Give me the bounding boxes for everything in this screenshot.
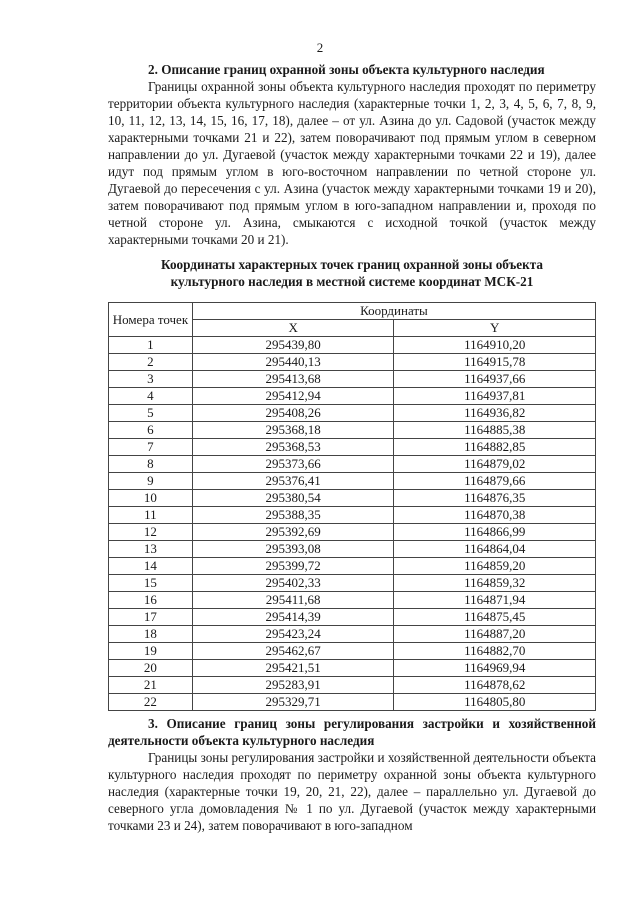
table-row xyxy=(109,507,596,524)
table-caption-line-2: культурного наследия в местной системе координат МСК-21 xyxy=(170,274,534,289)
point-number: 17 xyxy=(109,609,193,626)
coord-y: 1164859,32 xyxy=(394,575,596,592)
coord-x: 295440,13 xyxy=(192,354,394,371)
coord-x: 295439,80 xyxy=(192,337,394,354)
section-3-heading: 3. Описание границ зоны регулирования застройки и хозяйственной деятельности объекта культурного наследия xyxy=(108,716,596,748)
point-number: 3 xyxy=(109,371,193,388)
point-number: 9 xyxy=(109,473,193,490)
coordinates-table xyxy=(108,302,596,711)
table-row xyxy=(109,677,596,694)
table-row xyxy=(109,337,596,354)
coord-x: 295408,26 xyxy=(192,405,394,422)
coord-y: 1164885,38 xyxy=(394,422,596,439)
table-row xyxy=(109,558,596,575)
point-number: 4 xyxy=(109,388,193,405)
coord-x: 295329,71 xyxy=(192,694,394,711)
section-3 xyxy=(108,715,596,834)
coord-y: 1164915,78 xyxy=(394,354,596,371)
header-x: X xyxy=(192,320,394,337)
table-row xyxy=(109,541,596,558)
coord-y: 1164937,81 xyxy=(394,388,596,405)
coord-y: 1164866,99 xyxy=(394,524,596,541)
coord-x: 295462,67 xyxy=(192,643,394,660)
section-2-heading: 2. Описание границ охранной зоны объекта культурного наследия xyxy=(148,62,545,77)
coord-y: 1164870,38 xyxy=(394,507,596,524)
point-number: 16 xyxy=(109,592,193,609)
coord-y: 1164879,02 xyxy=(394,456,596,473)
point-number: 20 xyxy=(109,660,193,677)
point-number: 2 xyxy=(109,354,193,371)
table-row xyxy=(109,388,596,405)
point-number: 6 xyxy=(109,422,193,439)
coord-y: 1164936,82 xyxy=(394,405,596,422)
coord-y: 1164864,04 xyxy=(394,541,596,558)
table-row xyxy=(109,592,596,609)
section-2-text: Границы охранной зоны объекта культурного наследия проходят по периметру территории объекта культурного наследия (характерные точки 1, 2, 3, 4, 5, 6, 7, 8, 9, 10, 11, 12, 13, 14, 15, 16, 17, 18), далее – от ул. Азина до ул. Садовой (участок между характерными точками 21 и 22), затем поворачивают под прямым углом в северном направлении до ул. Дугаевой (участок между характерными точками 22 и 19), далее идут под прямым углом в юго-восточном направлении по четной стороне ул. Дугаевой до пересечения с ул. Азина (участок между характерными точками 19 и 20), затем поворачивают под прямым углом в юго-западном направлении и, проходя по четной стороне ул. Азина, смыкаются с исходной точкой (участок между характерными точками 20 и 21). xyxy=(108,79,596,247)
table-row xyxy=(109,643,596,660)
point-number: 12 xyxy=(109,524,193,541)
table-row xyxy=(109,422,596,439)
coord-x: 295376,41 xyxy=(192,473,394,490)
coord-x: 295423,24 xyxy=(192,626,394,643)
point-number: 22 xyxy=(109,694,193,711)
point-number: 19 xyxy=(109,643,193,660)
coord-y: 1164887,20 xyxy=(394,626,596,643)
section-3-text: Границы зоны регулирования застройки и хозяйственной деятельности объекта культурного наследия проходят по периметру охранной зоны объекта культурного наследия (характерные точки 19, 20, 21, 22), далее – параллельно ул. Дугаевой до северного угла домовладения № 1 по ул. Дугаевой (участок между характерными точками 23 и 24), затем поворачивают в юго-западном xyxy=(108,750,596,833)
table-caption xyxy=(108,256,596,290)
page-number: 2 xyxy=(316,40,324,55)
coord-x: 295402,33 xyxy=(192,575,394,592)
coord-x: 295373,66 xyxy=(192,456,394,473)
coord-y: 1164879,66 xyxy=(394,473,596,490)
coord-x: 295393,08 xyxy=(192,541,394,558)
table-row xyxy=(109,660,596,677)
header-y: Y xyxy=(394,320,596,337)
coord-x: 295368,53 xyxy=(192,439,394,456)
table-row xyxy=(109,490,596,507)
coord-y: 1164871,94 xyxy=(394,592,596,609)
coord-x: 295412,94 xyxy=(192,388,394,405)
table-row xyxy=(109,524,596,541)
table-row xyxy=(109,609,596,626)
coord-y: 1164882,70 xyxy=(394,643,596,660)
table-row xyxy=(109,439,596,456)
point-number: 15 xyxy=(109,575,193,592)
coord-y: 1164910,20 xyxy=(394,337,596,354)
table-header-row xyxy=(109,303,596,320)
table-row xyxy=(109,371,596,388)
header-points: Номера точек xyxy=(109,303,193,337)
coord-y: 1164882,85 xyxy=(394,439,596,456)
coord-x: 295388,35 xyxy=(192,507,394,524)
point-number: 14 xyxy=(109,558,193,575)
coord-y: 1164805,80 xyxy=(394,694,596,711)
table-body xyxy=(109,337,596,711)
table-caption-line-1: Координаты характерных точек границ охранной зоны объекта xyxy=(161,257,543,272)
coord-x: 295411,68 xyxy=(192,592,394,609)
coord-x: 295414,39 xyxy=(192,609,394,626)
coord-x: 295380,54 xyxy=(192,490,394,507)
coord-y: 1164875,45 xyxy=(394,609,596,626)
table-row xyxy=(109,405,596,422)
point-number: 7 xyxy=(109,439,193,456)
coord-x: 295399,72 xyxy=(192,558,394,575)
point-number: 5 xyxy=(109,405,193,422)
point-number: 21 xyxy=(109,677,193,694)
table-row xyxy=(109,456,596,473)
point-number: 1 xyxy=(109,337,193,354)
table-row xyxy=(109,575,596,592)
coord-y: 1164859,20 xyxy=(394,558,596,575)
point-number: 8 xyxy=(109,456,193,473)
coord-x: 295283,91 xyxy=(192,677,394,694)
table-row xyxy=(109,626,596,643)
point-number: 10 xyxy=(109,490,193,507)
coord-y: 1164937,66 xyxy=(394,371,596,388)
point-number: 13 xyxy=(109,541,193,558)
coord-y: 1164876,35 xyxy=(394,490,596,507)
header-coordinates: Координаты xyxy=(192,303,595,320)
coord-x: 295421,51 xyxy=(192,660,394,677)
coord-y: 1164878,62 xyxy=(394,677,596,694)
section-2 xyxy=(108,61,596,248)
point-number: 18 xyxy=(109,626,193,643)
coord-x: 295392,69 xyxy=(192,524,394,541)
coord-x: 295413,68 xyxy=(192,371,394,388)
table-row xyxy=(109,694,596,711)
table-row xyxy=(109,354,596,371)
point-number: 11 xyxy=(109,507,193,524)
coord-x: 295368,18 xyxy=(192,422,394,439)
table-row xyxy=(109,473,596,490)
coord-y: 1164969,94 xyxy=(394,660,596,677)
